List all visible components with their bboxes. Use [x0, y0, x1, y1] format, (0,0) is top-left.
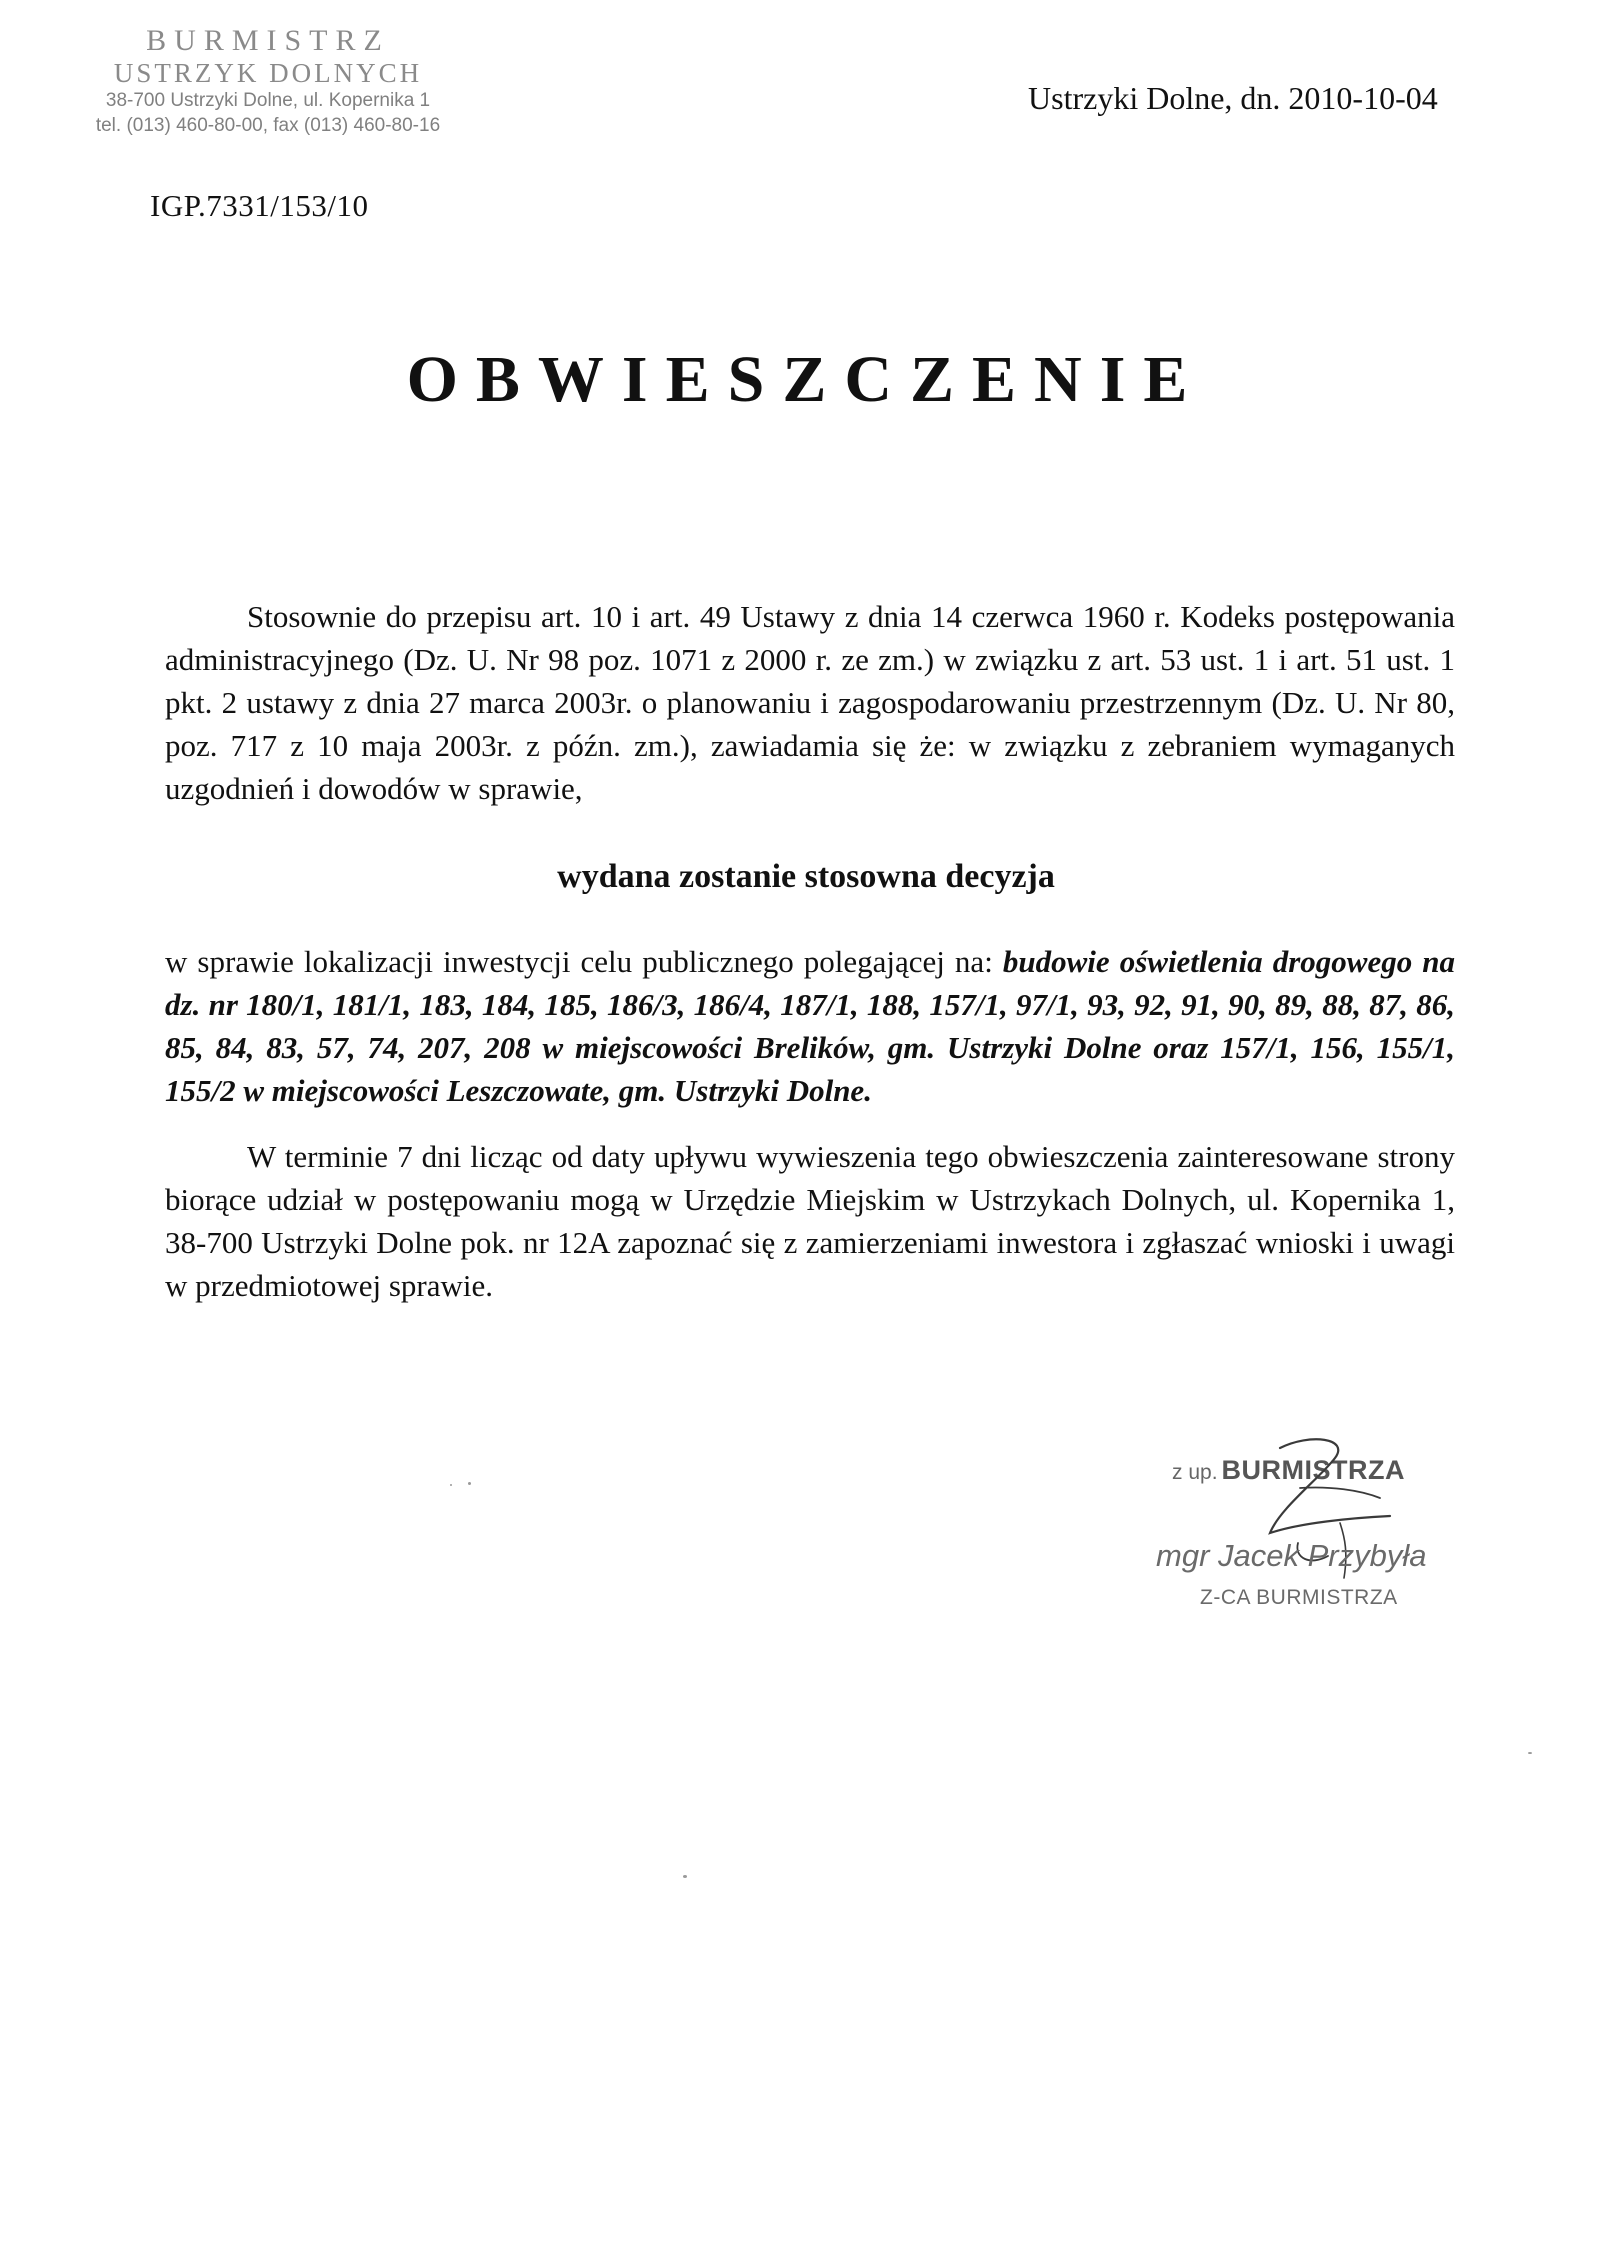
scan-speck [1528, 1752, 1532, 1754]
signatory-name: mgr Jacek Przybyła [1156, 1538, 1427, 1573]
scan-speck [683, 1875, 687, 1878]
letterhead-address: 38-700 Ustrzyki Dolne, ul. Kopernika 1 [105, 90, 431, 111]
paragraph-investment [165, 940, 1455, 1112]
signatory-role: Z-CA BURMISTRZA [1200, 1586, 1398, 1609]
scan-speck [450, 1484, 452, 1486]
document-date: Ustrzyki Dolne, dn. 2010-10-04 [1028, 80, 1438, 116]
paragraph-legal-basis: Stosownie do przepisu art. 10 i art. 49 Ustawy z dnia 14 czerwca 1960 r. Kodeks postępowania administracyjnego (Dz. U. Nr 98 poz. 1071 z 2000 r. ze zm.) w związku z art. 53 ust. 1 i art. 51 ust. 1 pkt. 2 ustawy z dnia 27 marca 2003r. o planowaniu i zagospodarowaniu przestrzennym (Dz. U. Nr 80, poz. 717 z 10 maja 2003r. z późn. zm.), zawiadamia się że: w związku z zebraniem wymaganych uzgodnień i dowodów w sprawie, [165, 599, 1455, 806]
scan-speck [468, 1482, 471, 1485]
letterhead-phone: tel. (013) 460-80-00, fax (013) 460-80-16 [95, 115, 441, 136]
paragraph-deadline: W terminie 7 dni licząc od daty upływu wywieszenia tego obwieszczenia zainteresowane strony biorące udział w postępowaniu mogą w Urzędzie Miejskim w Ustrzykach Dolnych, ul. Kopernika 1, 38-700 Ustrzyki Dolne pok. nr 12A zapoznać się z zamierzeniami inwestora i zgłaszać wnioski i uwagi w przedmiotowej sprawie. [165, 1139, 1455, 1303]
signature-prefix: z up. [1172, 1461, 1218, 1484]
decision-heading: wydana zostanie stosowna decyzja [557, 858, 1055, 895]
document-title: OBWIESZCZENIE [406, 343, 1206, 416]
investment-lead-text: w sprawie lokalizacji inwestycji celu publicznego polegającej na: [165, 944, 1003, 979]
investment-details-text: budowie oświetlenia drogowego na dz. nr 180/1, 181/1, 183, 184, 185, 186/3, 186/4, 187/1, 188, 157/1, 97/1, 93, 92, 91, 90, 89, 88, 87, 86, 85, 84, 83, 57, 74, 207, 208 w miejscowości Brelików, gm. Ustrzyki Dolne oraz 157/1, 156, 155/1, 155/2 w miejscowości Leszczowate, gm. Ustrzyki Dolne. [165, 944, 1455, 1108]
reference-number: IGP.7331/153/10 [150, 188, 369, 223]
letterhead-town: USTRZYK DOLNYCH [113, 58, 423, 88]
letterhead-office: BURMISTRZ [146, 24, 390, 57]
signature-office: BURMISTRZA [1221, 1455, 1406, 1485]
letterhead-stamp [88, 24, 448, 138]
